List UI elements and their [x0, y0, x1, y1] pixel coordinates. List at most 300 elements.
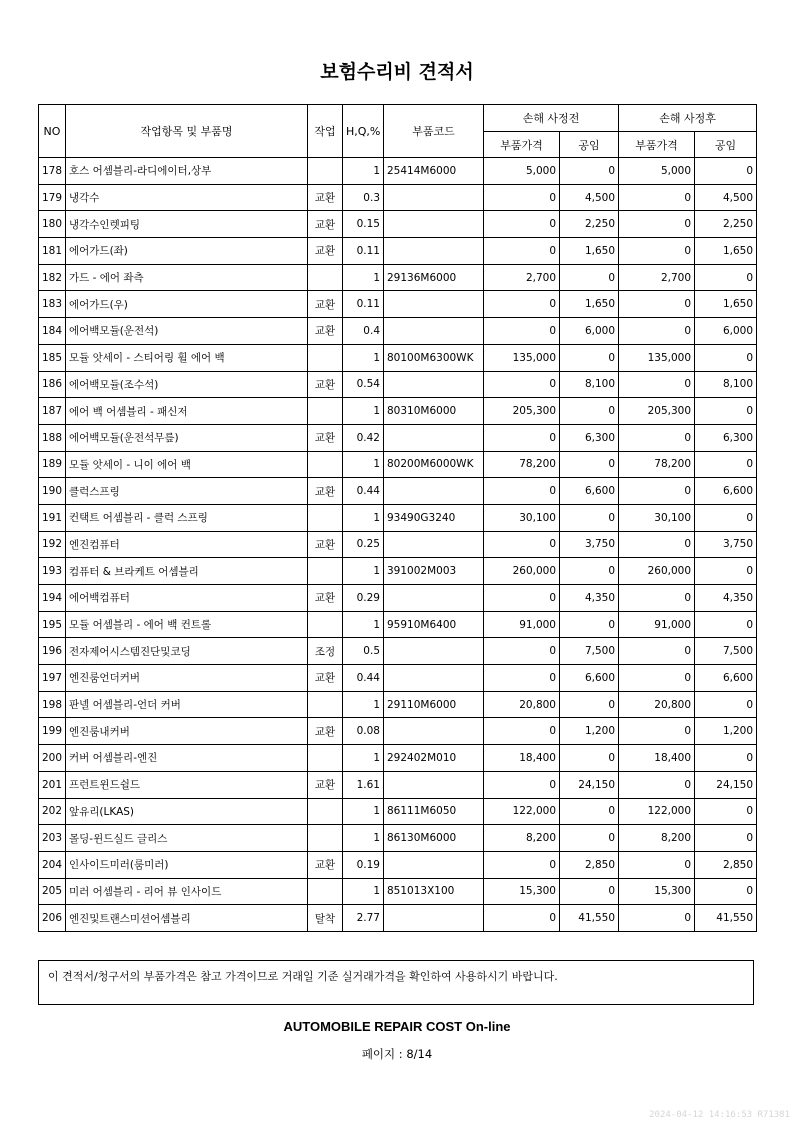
row-item-name: 에어백컴퓨터	[66, 585, 308, 612]
row-no: 196	[39, 638, 66, 665]
row-after-part-price: 2,700	[619, 264, 695, 291]
row-before-part-price: 260,000	[484, 558, 560, 585]
row-part-code	[384, 638, 484, 665]
row-no: 206	[39, 905, 66, 932]
row-part-code	[384, 585, 484, 612]
row-work-type: 조정	[308, 638, 343, 665]
row-work-type: 교환	[308, 371, 343, 398]
row-before-part-price: 0	[484, 665, 560, 692]
row-work-type: 교환	[308, 424, 343, 451]
row-after-labor: 0	[695, 878, 757, 905]
row-after-labor: 1,650	[695, 238, 757, 265]
table-row	[39, 691, 757, 718]
row-after-part-price: 8,200	[619, 825, 695, 852]
table-row	[39, 531, 757, 558]
row-after-labor: 41,550	[695, 905, 757, 932]
row-item-name: 엔진및트랜스미션어셈블리	[66, 905, 308, 932]
row-hq: 0.4	[343, 318, 384, 345]
row-after-labor: 0	[695, 691, 757, 718]
row-before-part-price: 0	[484, 238, 560, 265]
row-work-type	[308, 745, 343, 772]
row-no: 187	[39, 398, 66, 425]
row-no: 201	[39, 771, 66, 798]
row-before-part-price: 0	[484, 184, 560, 211]
header-before-labor: 공임	[560, 132, 619, 158]
row-after-labor: 0	[695, 264, 757, 291]
row-work-type: 교환	[308, 718, 343, 745]
table-row	[39, 665, 757, 692]
table-row	[39, 745, 757, 772]
row-after-part-price: 0	[619, 211, 695, 238]
row-after-part-price: 78,200	[619, 451, 695, 478]
row-after-part-price: 135,000	[619, 344, 695, 371]
table-row	[39, 798, 757, 825]
row-after-part-price: 0	[619, 638, 695, 665]
row-no: 199	[39, 718, 66, 745]
row-hq: 1.61	[343, 771, 384, 798]
row-before-labor: 1,650	[560, 238, 619, 265]
row-item-name: 미러 어셈블리 - 리어 뷰 인사이드	[66, 878, 308, 905]
table-row	[39, 611, 757, 638]
table-row	[39, 264, 757, 291]
row-no: 195	[39, 611, 66, 638]
row-hq: 1	[343, 691, 384, 718]
row-before-part-price: 30,100	[484, 504, 560, 531]
row-after-part-price: 18,400	[619, 745, 695, 772]
row-part-code: 80310M6000	[384, 398, 484, 425]
row-part-code: 292402M010	[384, 745, 484, 772]
row-work-type	[308, 158, 343, 185]
row-after-part-price: 0	[619, 531, 695, 558]
row-before-labor: 0	[560, 504, 619, 531]
row-part-code	[384, 371, 484, 398]
row-after-labor: 6,000	[695, 318, 757, 345]
row-before-part-price: 0	[484, 585, 560, 612]
row-part-code: 80100M6300WK	[384, 344, 484, 371]
row-after-part-price: 205,300	[619, 398, 695, 425]
row-work-type: 교환	[308, 531, 343, 558]
header-code: 부품코드	[384, 105, 484, 158]
row-work-type	[308, 344, 343, 371]
header-after: 손해 사정후	[619, 105, 757, 132]
row-after-labor: 0	[695, 504, 757, 531]
row-item-name: 호스 어셈블리-라디에이터,상부	[66, 158, 308, 185]
row-part-code: 86130M6000	[384, 825, 484, 852]
price-notice: 이 견적서/청구서의 부품가격은 참고 가격이므로 거래일 기준 실거래가격을 확인하여 사용하시기 바랍니다.	[38, 960, 754, 1005]
row-after-labor: 7,500	[695, 638, 757, 665]
row-hq: 0.42	[343, 424, 384, 451]
table-row	[39, 771, 757, 798]
row-before-part-price: 0	[484, 478, 560, 505]
row-item-name: 앞유리(LKAS)	[66, 798, 308, 825]
header-after-labor: 공임	[695, 132, 757, 158]
row-before-labor: 6,000	[560, 318, 619, 345]
table-row	[39, 878, 757, 905]
row-before-part-price: 5,000	[484, 158, 560, 185]
row-item-name: 몰딩-윈드실드 글리스	[66, 825, 308, 852]
row-before-part-price: 15,300	[484, 878, 560, 905]
table-row	[39, 905, 757, 932]
row-after-part-price: 0	[619, 771, 695, 798]
row-item-name: 에어백모듈(조수석)	[66, 371, 308, 398]
row-after-part-price: 0	[619, 371, 695, 398]
document-title: 보험수리비 견적서	[320, 61, 474, 83]
row-after-labor: 24,150	[695, 771, 757, 798]
row-no: 186	[39, 371, 66, 398]
table-row	[39, 585, 757, 612]
row-hq: 1	[343, 344, 384, 371]
row-before-labor: 0	[560, 398, 619, 425]
row-item-name: 가드 - 에어 좌측	[66, 264, 308, 291]
row-work-type	[308, 825, 343, 852]
row-part-code: 80200M6000WK	[384, 451, 484, 478]
row-before-labor: 0	[560, 745, 619, 772]
row-item-name: 에어가드(좌)	[66, 238, 308, 265]
row-no: 189	[39, 451, 66, 478]
row-hq: 0.3	[343, 184, 384, 211]
row-after-part-price: 0	[619, 851, 695, 878]
row-before-labor: 1,650	[560, 291, 619, 318]
header-before-part-price: 부품가격	[484, 132, 560, 158]
row-no: 205	[39, 878, 66, 905]
row-hq: 1	[343, 558, 384, 585]
row-before-part-price: 0	[484, 531, 560, 558]
row-no: 180	[39, 211, 66, 238]
row-part-code	[384, 291, 484, 318]
row-hq: 1	[343, 264, 384, 291]
table-row	[39, 158, 757, 185]
header-before: 손해 사정전	[484, 105, 619, 132]
header-work: 작업	[308, 105, 343, 158]
row-no: 184	[39, 318, 66, 345]
row-no: 191	[39, 504, 66, 531]
row-no: 182	[39, 264, 66, 291]
row-no: 183	[39, 291, 66, 318]
row-part-code: 29136M6000	[384, 264, 484, 291]
row-hq: 0.19	[343, 851, 384, 878]
row-after-labor: 0	[695, 798, 757, 825]
row-no: 179	[39, 184, 66, 211]
row-work-type: 교환	[308, 478, 343, 505]
row-item-name: 에어 백 어셈블리 - 패신저	[66, 398, 308, 425]
row-after-part-price: 20,800	[619, 691, 695, 718]
row-before-part-price: 0	[484, 291, 560, 318]
row-work-type: 교환	[308, 238, 343, 265]
row-after-part-price: 30,100	[619, 504, 695, 531]
table-row	[39, 478, 757, 505]
row-after-part-price: 0	[619, 318, 695, 345]
row-after-part-price: 0	[619, 665, 695, 692]
table-row	[39, 211, 757, 238]
row-part-code	[384, 238, 484, 265]
table-row	[39, 424, 757, 451]
row-hq: 1	[343, 611, 384, 638]
table-row	[39, 184, 757, 211]
row-part-code: 391002M003	[384, 558, 484, 585]
row-after-labor: 6,600	[695, 665, 757, 692]
row-part-code	[384, 531, 484, 558]
row-after-part-price: 0	[619, 238, 695, 265]
row-before-part-price: 122,000	[484, 798, 560, 825]
row-hq: 1	[343, 451, 384, 478]
table-row	[39, 558, 757, 585]
row-part-code: 851013X100	[384, 878, 484, 905]
table-row	[39, 504, 757, 531]
row-after-labor: 0	[695, 451, 757, 478]
row-item-name: 인사이드미러(룸미러)	[66, 851, 308, 878]
table-row	[39, 291, 757, 318]
row-hq: 0.11	[343, 238, 384, 265]
row-before-part-price: 0	[484, 771, 560, 798]
row-after-labor: 0	[695, 611, 757, 638]
row-part-code	[384, 424, 484, 451]
row-part-code: 93490G3240	[384, 504, 484, 531]
row-no: 185	[39, 344, 66, 371]
row-hq: 1	[343, 825, 384, 852]
row-hq: 1	[343, 745, 384, 772]
row-hq: 2.77	[343, 905, 384, 932]
row-work-type: 교환	[308, 771, 343, 798]
table-row	[39, 318, 757, 345]
row-after-part-price: 0	[619, 905, 695, 932]
row-hq: 1	[343, 158, 384, 185]
row-before-labor: 0	[560, 691, 619, 718]
row-hq: 0.5	[343, 638, 384, 665]
page-number: 페이지 : 8/14	[361, 1047, 433, 1061]
row-before-labor: 24,150	[560, 771, 619, 798]
row-item-name: 엔진컴퓨터	[66, 531, 308, 558]
row-work-type	[308, 398, 343, 425]
row-work-type	[308, 451, 343, 478]
row-before-part-price: 135,000	[484, 344, 560, 371]
row-before-part-price: 18,400	[484, 745, 560, 772]
row-part-code: 25414M6000	[384, 158, 484, 185]
row-item-name: 에어백모듈(운전석무릎)	[66, 424, 308, 451]
row-work-type: 교환	[308, 851, 343, 878]
row-before-labor: 0	[560, 878, 619, 905]
print-timestamp: 2024-04-12 14:16:53 R71381	[649, 1110, 790, 1120]
row-before-part-price: 0	[484, 424, 560, 451]
row-item-name: 클럭스프링	[66, 478, 308, 505]
row-after-part-price: 122,000	[619, 798, 695, 825]
row-no: 204	[39, 851, 66, 878]
row-no: 178	[39, 158, 66, 185]
row-before-part-price: 8,200	[484, 825, 560, 852]
header-no: NO	[39, 105, 66, 158]
row-before-labor: 1,200	[560, 718, 619, 745]
table-row	[39, 344, 757, 371]
row-hq: 0.08	[343, 718, 384, 745]
row-before-labor: 2,250	[560, 211, 619, 238]
row-before-labor: 0	[560, 344, 619, 371]
row-part-code	[384, 771, 484, 798]
row-hq: 0.11	[343, 291, 384, 318]
row-work-type	[308, 878, 343, 905]
row-after-labor: 6,300	[695, 424, 757, 451]
row-before-labor: 0	[560, 611, 619, 638]
row-work-type	[308, 691, 343, 718]
row-hq: 1	[343, 878, 384, 905]
row-work-type: 교환	[308, 211, 343, 238]
row-before-labor: 8,100	[560, 371, 619, 398]
row-item-name: 프런트윈드쉴드	[66, 771, 308, 798]
row-work-type: 교환	[308, 318, 343, 345]
row-part-code	[384, 184, 484, 211]
row-before-labor: 4,500	[560, 184, 619, 211]
row-after-labor: 8,100	[695, 371, 757, 398]
row-after-labor: 6,600	[695, 478, 757, 505]
row-item-name: 전자제어시스템진단및코딩	[66, 638, 308, 665]
row-before-labor: 0	[560, 158, 619, 185]
row-work-type	[308, 504, 343, 531]
row-item-name: 모듈 앗세이 - 스티어링 휠 에어 백	[66, 344, 308, 371]
row-before-labor: 2,850	[560, 851, 619, 878]
row-before-labor: 7,500	[560, 638, 619, 665]
row-before-labor: 0	[560, 798, 619, 825]
row-hq: 0.25	[343, 531, 384, 558]
row-after-labor: 1,650	[695, 291, 757, 318]
row-part-code	[384, 905, 484, 932]
row-before-labor: 41,550	[560, 905, 619, 932]
header-hq: H,Q,%	[343, 105, 384, 158]
row-item-name: 엔진룸언더커버	[66, 665, 308, 692]
row-no: 203	[39, 825, 66, 852]
row-part-code	[384, 718, 484, 745]
row-before-part-price: 91,000	[484, 611, 560, 638]
row-before-labor: 0	[560, 558, 619, 585]
row-no: 192	[39, 531, 66, 558]
row-after-labor: 2,850	[695, 851, 757, 878]
row-work-type: 교환	[308, 291, 343, 318]
row-before-part-price: 0	[484, 318, 560, 345]
row-part-code	[384, 665, 484, 692]
row-before-labor: 0	[560, 264, 619, 291]
table-row	[39, 825, 757, 852]
row-before-part-price: 0	[484, 718, 560, 745]
row-after-part-price: 0	[619, 585, 695, 612]
row-after-labor: 0	[695, 398, 757, 425]
row-no: 181	[39, 238, 66, 265]
row-hq: 1	[343, 504, 384, 531]
row-before-part-price: 205,300	[484, 398, 560, 425]
row-after-part-price: 15,300	[619, 878, 695, 905]
table-row	[39, 638, 757, 665]
row-hq: 1	[343, 798, 384, 825]
row-part-code	[384, 851, 484, 878]
row-no: 200	[39, 745, 66, 772]
row-work-type: 탈착	[308, 905, 343, 932]
row-before-part-price: 0	[484, 851, 560, 878]
row-work-type: 교환	[308, 665, 343, 692]
row-part-code: 86111M6050	[384, 798, 484, 825]
row-hq: 0.44	[343, 665, 384, 692]
row-item-name: 모듈 어셈블리 - 에어 백 컨트롤	[66, 611, 308, 638]
row-before-part-price: 0	[484, 638, 560, 665]
row-item-name: 컨택트 어셈블리 - 클럭 스프링	[66, 504, 308, 531]
row-part-code	[384, 478, 484, 505]
table-row	[39, 851, 757, 878]
row-part-code: 95910M6400	[384, 611, 484, 638]
row-before-labor: 0	[560, 825, 619, 852]
row-before-part-price: 0	[484, 211, 560, 238]
row-after-part-price: 0	[619, 478, 695, 505]
table-row	[39, 371, 757, 398]
row-before-part-price: 2,700	[484, 264, 560, 291]
table-row	[39, 398, 757, 425]
row-work-type	[308, 611, 343, 638]
estimate-table	[38, 104, 757, 932]
row-after-part-price: 0	[619, 718, 695, 745]
row-no: 188	[39, 424, 66, 451]
row-before-labor: 6,600	[560, 478, 619, 505]
row-after-labor: 1,200	[695, 718, 757, 745]
row-part-code: 29110M6000	[384, 691, 484, 718]
row-no: 197	[39, 665, 66, 692]
row-work-type	[308, 798, 343, 825]
row-after-part-price: 0	[619, 184, 695, 211]
row-after-part-price: 260,000	[619, 558, 695, 585]
row-after-labor: 0	[695, 825, 757, 852]
row-after-labor: 4,350	[695, 585, 757, 612]
row-work-type	[308, 558, 343, 585]
row-before-labor: 6,600	[560, 665, 619, 692]
row-item-name: 에어가드(우)	[66, 291, 308, 318]
row-after-part-price: 0	[619, 424, 695, 451]
row-hq: 0.44	[343, 478, 384, 505]
row-before-labor: 3,750	[560, 531, 619, 558]
row-hq: 1	[343, 398, 384, 425]
row-after-labor: 3,750	[695, 531, 757, 558]
row-item-name: 커버 어셈블리-엔진	[66, 745, 308, 772]
row-after-labor: 0	[695, 344, 757, 371]
row-after-part-price: 0	[619, 291, 695, 318]
row-hq: 0.15	[343, 211, 384, 238]
row-after-part-price: 91,000	[619, 611, 695, 638]
row-work-type	[308, 264, 343, 291]
row-after-labor: 4,500	[695, 184, 757, 211]
row-item-name: 에어백모듈(운전석)	[66, 318, 308, 345]
row-before-labor: 0	[560, 451, 619, 478]
footer-title: AUTOMOBILE REPAIR COST On-line	[283, 1019, 511, 1034]
header-after-part-price: 부품가격	[619, 132, 695, 158]
row-before-labor: 4,350	[560, 585, 619, 612]
row-no: 193	[39, 558, 66, 585]
row-before-part-price: 0	[484, 371, 560, 398]
table-row	[39, 451, 757, 478]
row-item-name: 컴퓨터 & 브라케트 어셈블리	[66, 558, 308, 585]
row-item-name: 판넬 어셈블리-언더 커버	[66, 691, 308, 718]
row-before-part-price: 78,200	[484, 451, 560, 478]
row-item-name: 냉각수인렛피팅	[66, 211, 308, 238]
row-before-part-price: 20,800	[484, 691, 560, 718]
header-item: 작업항목 및 부품명	[66, 105, 308, 158]
row-after-labor: 0	[695, 745, 757, 772]
row-work-type: 교환	[308, 184, 343, 211]
table-row	[39, 718, 757, 745]
row-after-labor: 2,250	[695, 211, 757, 238]
row-hq: 0.29	[343, 585, 384, 612]
row-work-type: 교환	[308, 585, 343, 612]
row-after-part-price: 5,000	[619, 158, 695, 185]
row-after-labor: 0	[695, 558, 757, 585]
row-part-code	[384, 318, 484, 345]
row-no: 190	[39, 478, 66, 505]
row-item-name: 냉각수	[66, 184, 308, 211]
row-after-labor: 0	[695, 158, 757, 185]
row-no: 194	[39, 585, 66, 612]
row-item-name: 엔진룸내커버	[66, 718, 308, 745]
row-part-code	[384, 211, 484, 238]
